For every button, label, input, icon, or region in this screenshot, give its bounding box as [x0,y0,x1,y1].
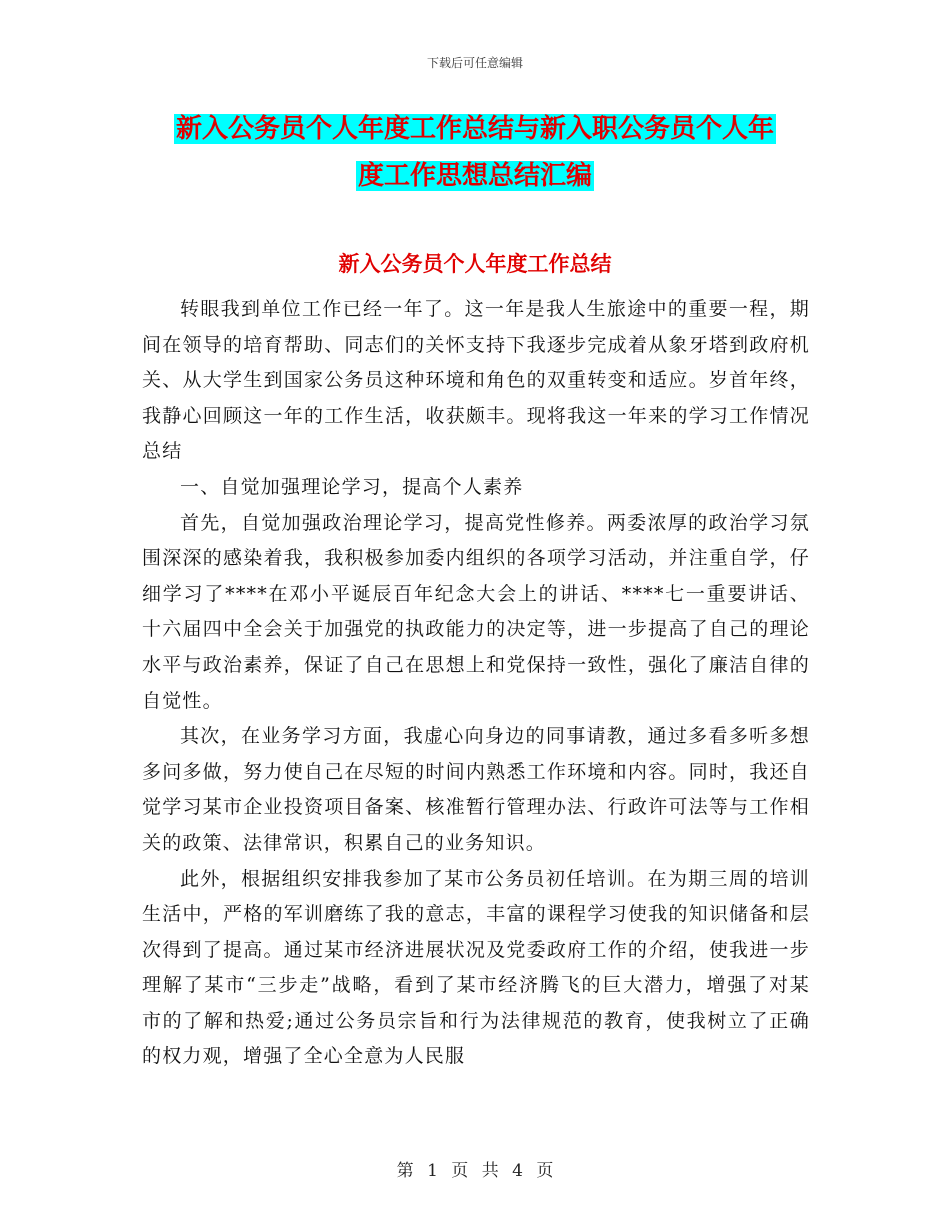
paragraph-intro: 转眼我到单位工作已经一年了。这一年是我人生旅途中的重要一程，期间在领导的培育帮助、同志们的关怀支持下我逐步完成着从象牙塔到政府机关、从大学生到国家公务员这种环境和角色的双重转变和适应。岁首年终，我静心回顾这一年的工作生活，收获颇丰。现将我这一年来的学习工作情况总结 [142,298,810,463]
document-title-line-1: 新入公务员个人年度工作总结与新入职公务员个人年 [175,114,774,144]
section-title: 新入公务员个人年度工作总结 [338,252,612,276]
document-title [140,106,810,200]
page-number-footer: 第 1 页 共 4 页 [396,1161,554,1181]
header-note: 下载后可任意编辑 [426,56,523,70]
paragraph-training: 此外，根据组织安排我参加了某市公务员初任培训。在为期三周的培训生活中，严格的军训磨练了我的意志，丰富的课程学习使我的知识储备和层次得到了提高。通过某市经济进展状况及党委政府工作的介绍，使我进一步理解了某市“三步走”战略，看到了某市经济腾飞的巨大潜力，增强了对某市的了解和热爱;通过公务员宗旨和行为法律规范的教育，使我树立了正确的权力观，增强了全心全意为人民服 [142,867,810,1068]
paragraph-heading-1: 一、自觉加强理论学习，提高个人素养 [180,475,524,498]
paragraph-business-study: 其次，在业务学习方面，我虚心向身边的同事请教，通过多看多听多想多问多做，努力使自己在尽短的时间内熟悉工作环境和内容。同时，我还自觉学习某市企业投资项目备案、核准暂行管理办法、行政许可法等与工作相关的政策、法律常识，积累自己的业务知识。 [142,725,810,854]
document-title-line-2: 度工作思想总结汇编 [357,161,592,191]
body-text [142,292,810,1075]
paragraph-political-study: 首先，自觉加强政治理论学习，提高党性修养。两委浓厚的政治学习氛围深深的感染着我，我积极参加委内组织的各项学习活动，并注重自学，仔细学习了****在邓小平诞辰百年纪念大会上的讲话、****七一重要讲话、十六届四中全会关于加强党的执政能力的决定等，进一步提高了自己的理论水平与政治素养，保证了自己在思想上和党保持一致性，强化了廉洁自律的自觉性。 [142,511,810,712]
